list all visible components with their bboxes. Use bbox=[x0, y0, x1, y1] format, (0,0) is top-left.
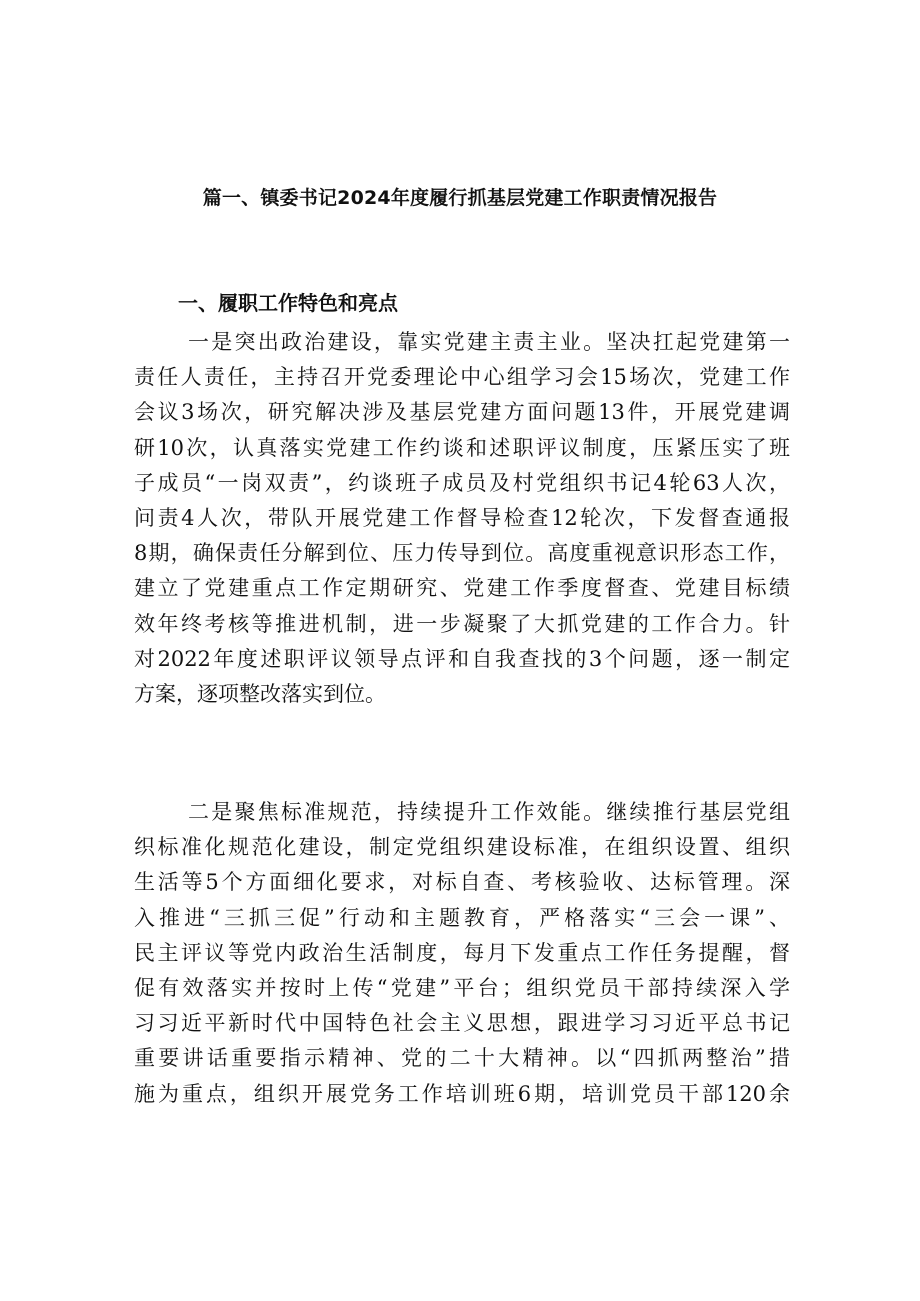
paragraph-line: 对2022年度述职评议领导点评和自我查找的3个问题，逐一制定 bbox=[134, 646, 790, 671]
section-heading: 一、履职工作特色和亮点 bbox=[178, 291, 398, 315]
paragraph-line: 二是聚焦标准规范，持续提升工作效能。继续推行基层党组 bbox=[188, 800, 790, 824]
paragraph-line: 织标准化规范化建设，制定党组织建设标准，在组织设置、组织 bbox=[134, 835, 790, 860]
paragraph-1 bbox=[134, 325, 790, 712]
paragraph-line: 促有效落实并按时上传“党建”平台；组织党员干部持续深入学 bbox=[134, 975, 790, 1000]
paragraph-line: 方案，逐项整改落实到位。 bbox=[134, 681, 386, 706]
paragraph-line: 责任人责任，主持召开党委理论中心组学习会15场次，党建工作 bbox=[134, 365, 790, 390]
paragraph-2 bbox=[134, 795, 790, 1112]
paragraph-line: 习习近平新时代中国特色社会主义思想，跟进学习习近平总书记 bbox=[134, 1011, 790, 1036]
paragraph-line: 入推进“三抓三促”行动和主题教育，严格落实“三会一课”、 bbox=[134, 905, 790, 930]
paragraph-line: 民主评议等党内政治生活制度，每月下发重点工作任务提醒，督 bbox=[134, 940, 790, 965]
paragraph-line: 一是突出政治建设，靠实党建主责主业。坚决扛起党建第一 bbox=[188, 330, 790, 354]
paragraph-line: 生活等5个方面细化要求，对标自查、考核验收、达标管理。深 bbox=[134, 870, 790, 895]
paragraph-line: 问责4人次，带队开展党建工作督导检查12轮次，下发督查通报 bbox=[134, 505, 790, 530]
paragraph-line: 重要讲话重要指示精神、党的二十大精神。以“四抓两整治”措 bbox=[134, 1046, 790, 1071]
paragraph-line: 8期，确保责任分解到位、压力传导到位。高度重视意识形态工作， bbox=[134, 541, 790, 566]
paragraph-line: 施为重点，组织开展党务工作培训班6期，培训党员干部120余 bbox=[134, 1081, 790, 1106]
paragraph-line: 会议3场次，研究解决涉及基层党建方面问题13件，开展党建调 bbox=[134, 400, 790, 425]
paragraph-line: 效年终考核等推进机制，进一步凝聚了大抓党建的工作合力。针 bbox=[134, 611, 790, 636]
paragraph-line: 子成员“一岗双责”，约谈班子成员及村党组织书记4轮63人次， bbox=[134, 470, 790, 495]
document-title: 篇一、镇委书记2024年度履行抓基层党建工作职责情况报告 bbox=[202, 187, 718, 209]
paragraph-line: 建立了党建重点工作定期研究、党建工作季度督查、党建目标绩 bbox=[134, 576, 790, 601]
paragraph-line: 研10次，认真落实党建工作约谈和述职评议制度，压紧压实了班 bbox=[134, 435, 790, 460]
